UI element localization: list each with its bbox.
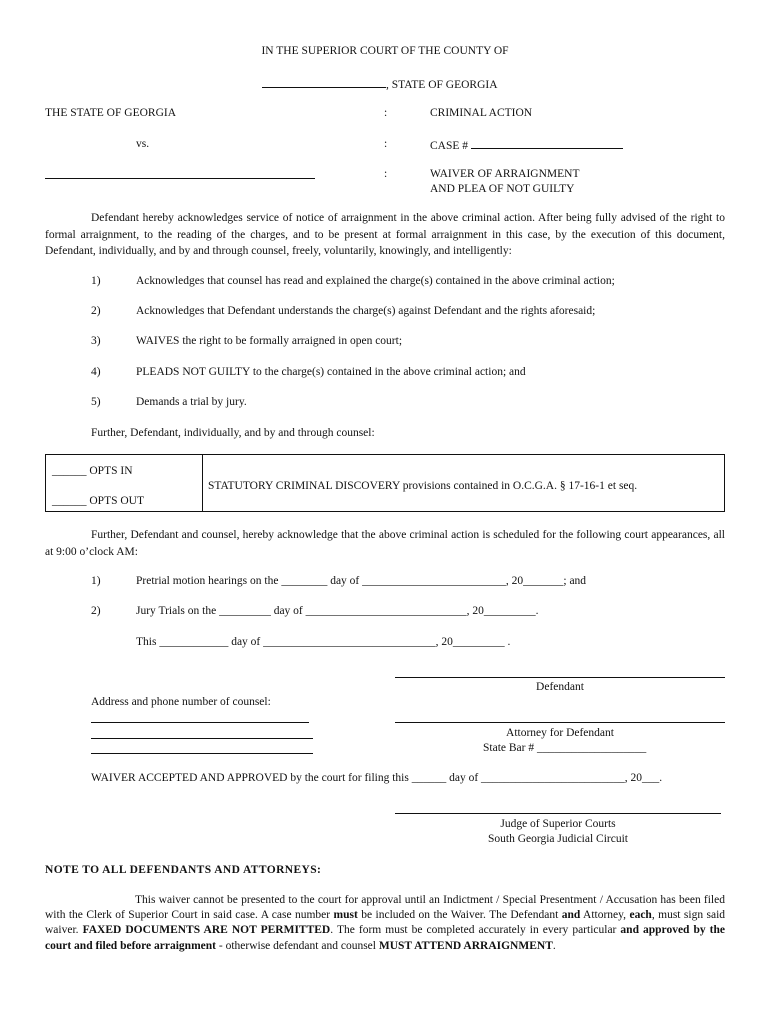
address-line-1[interactable]: [91, 722, 309, 723]
item-text: Acknowledges that Defendant understands the charge(s) against Defendant and the rights aforesaid;: [136, 305, 596, 317]
county-line: [262, 76, 498, 92]
item-number: 2): [91, 305, 101, 317]
discovery-divider: [202, 454, 203, 511]
case-number-field[interactable]: [471, 137, 623, 149]
statutory-discovery: STATUTORY CRIMINAL DISCOVERY provisions contained in O.C.G.A. § 17-16-1 et seq.: [208, 480, 638, 492]
opts-out-field[interactable]: ______ OPTS OUT: [52, 495, 145, 507]
item-text: Acknowledges that counsel has read and explained the charge(s) contained in the above criminal action;: [136, 275, 615, 287]
address-line-2[interactable]: [91, 738, 313, 739]
judge-signature-line[interactable]: [395, 813, 721, 814]
item-number: 2): [91, 605, 101, 617]
item-text: WAIVES the right to be formally arraigned in open court;: [136, 335, 403, 347]
criminal-action-label: CRIMINAL ACTION: [430, 107, 533, 119]
case-label: CASE #: [430, 140, 469, 152]
schedule-paragraph: Further, Defendant and counsel, hereby acknowledge that the above criminal action is scheduled for the following court appearances, all at 9:00 o’clock AM:: [45, 529, 725, 558]
defendant-label: Defendant: [536, 681, 584, 693]
judge-title: Judge of Superior Courts: [500, 818, 616, 830]
judicial-circuit: South Georgia Judicial Circuit: [487, 833, 628, 845]
caption-colon: :: [384, 107, 388, 119]
attorney-label: Attorney for Defendant: [506, 727, 614, 739]
case-number-line: [430, 137, 623, 153]
waiver-title-2: AND PLEA OF NOT GUILTY: [430, 183, 575, 195]
item-number: 4): [91, 366, 101, 378]
waiver-accepted-line[interactable]: WAIVER ACCEPTED AND APPROVED by the court for filing this ______ day of _________________________, 20___.: [91, 772, 663, 784]
attorney-signature-line[interactable]: [395, 722, 725, 723]
county-blank[interactable]: [262, 76, 386, 88]
note-heading: NOTE TO ALL DEFENDANTS AND ATTORNEYS:: [45, 864, 322, 876]
caption-colon: :: [384, 138, 388, 150]
defendant-signature-line[interactable]: [395, 677, 725, 678]
further-counsel: Further, Defendant, individually, and by and through counsel:: [91, 427, 375, 439]
vs-label: vs.: [136, 138, 150, 150]
item-text: Demands a trial by jury.: [136, 396, 247, 408]
intro-paragraph: Defendant hereby acknowledges service of notice of arraignment in the above criminal action. After being fully advised of the right to formal arraignment, to the reading of the charges, and to be present at formal arraignment in this case, by the execution of this document, Defendant, individually, and by and through counsel, freely, voluntarily, knowingly, and intelligently:: [45, 212, 725, 257]
note-paragraph: This waiver cannot be presented to the court for approval until an Indictment / Special Presentment / Accusation has been filed with the Clerk of Superior Court in said case. A case number must be included on the Waiver. The Defendant and Attorney, each, must sign said waiver. FAXED DOCUMENTS ARE NOT PERMITTED. The form must be completed accurately in every particular and approved by the court and filed before arraignment - otherwise defendant and counsel MUST ATTEND ARRAIGNMENT.: [45, 894, 726, 952]
defendant-name-line[interactable]: [45, 178, 315, 179]
state-of-georgia: , STATE OF GEORGIA: [386, 79, 498, 91]
item-number: 5): [91, 396, 101, 408]
item-number: 1): [91, 575, 101, 587]
item-number: 3): [91, 335, 101, 347]
state-bar-field[interactable]: State Bar # ___________________: [483, 742, 647, 754]
caption-colon: :: [384, 168, 388, 180]
court-title: IN THE SUPERIOR COURT OF THE COUNTY OF: [261, 45, 509, 57]
item-text: PLEADS NOT GUILTY to the charge(s) contained in the above criminal action; and: [136, 366, 526, 378]
date-line[interactable]: This ____________ day of ______________________________, 20_________ .: [136, 636, 511, 648]
jury-trial-line[interactable]: Jury Trials on the _________ day of ____________________________, 20_________.: [136, 605, 539, 617]
address-line-3[interactable]: [91, 753, 313, 754]
item-number: 1): [91, 275, 101, 287]
waiver-title-1: WAIVER OF ARRAIGNMENT: [430, 168, 580, 180]
plaintiff: THE STATE OF GEORGIA: [45, 107, 177, 119]
opts-in-field[interactable]: ______ OPTS IN: [52, 465, 133, 477]
pretrial-hearing-line[interactable]: Pretrial motion hearings on the ________ day of _________________________, 20_______; and: [136, 575, 587, 587]
address-label: Address and phone number of counsel:: [91, 696, 271, 708]
